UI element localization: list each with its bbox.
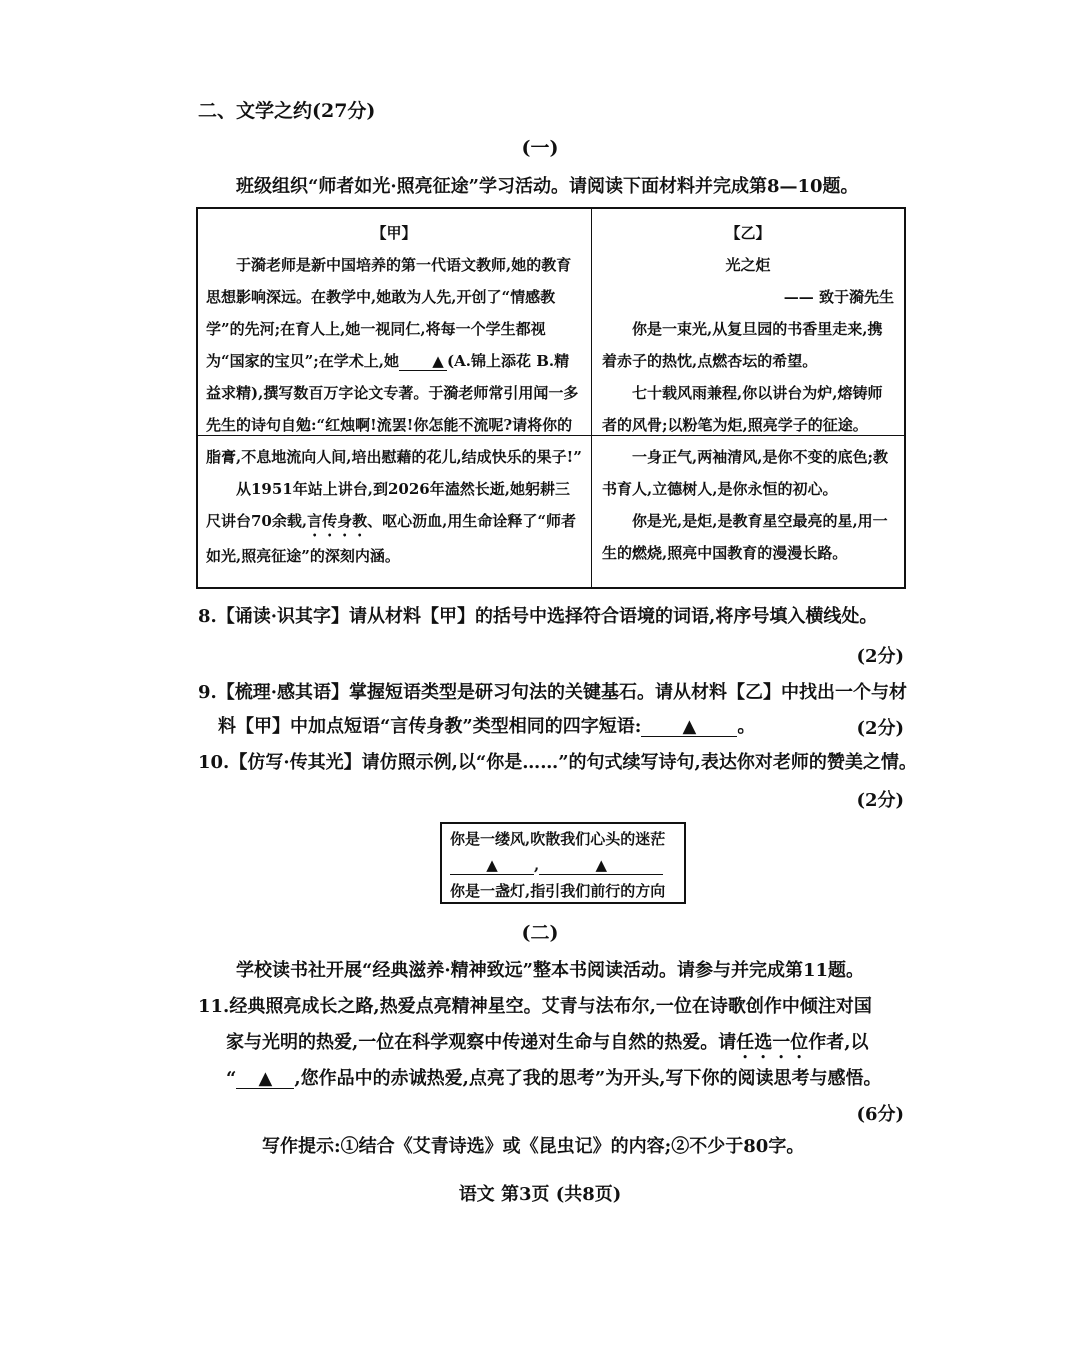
table-divider-vertical [591, 209, 592, 587]
question-11-dotted-phrase: 任选一位 [736, 1032, 809, 1053]
question-9-text: 料【甲】中加点短语“言传身教”类型相同的四字短语: [218, 716, 642, 737]
question-11-line-1: 11.经典照亮成长之路,热爱点亮精神星空。艾青与法布尔,一位在诗歌创作中倾注对国 [198, 996, 872, 1017]
question-9-score: (2分) [856, 718, 904, 739]
material-a-text-after-blank: (A.锦上添花 B.精益求精),撰写数百万字论文专著。于漪老师常引用闻一多先生的诗句自勉:“红烛啊!流罢!你怎能不流呢?请将你的脂膏,不息地流向人间,培出慰藉的花儿,结成快乐的果子!” [206, 352, 582, 466]
example-line-3: 你是一盏灯,指引我们前行的方向 [450, 882, 666, 900]
material-a [206, 217, 582, 572]
question-9-answer-blank[interactable]: ▲ [641, 718, 737, 737]
section-title: 二、文学之约(27分) [198, 100, 376, 122]
question-11-line-2 [226, 1026, 869, 1063]
question-9-line-2 [218, 710, 755, 744]
writing-hint: 写作提示:①结合《艾青诗选》或《昆虫记》的内容;②不少于80字。 [262, 1136, 805, 1157]
question-9-line-1: 9.【梳理·感其语】掌握短语类型是研习句法的关键基石。请从材料【乙】中找出一个与材 [198, 682, 908, 703]
question-11-score: (6分) [856, 1104, 904, 1125]
poem-stanza-4: 你是光,是炬,是教育星空最亮的星,用一生的燃烧,照亮中国教育的漫漫长路。 [602, 512, 888, 562]
material-a-blank: ▲ [399, 352, 447, 371]
materials-table [196, 207, 906, 589]
material-a-text-before-blank: 于漪老师是新中国培养的第一代语文教师,她的教育思想影响深远。在教学中,她敢为人先,开创了“情感教学”的先河;在育人上,她一视同仁,将每一个学生都视为“国家的宝贝”;在学术上,她 [206, 256, 572, 370]
poem-stanza-2: 七十载风雨兼程,你以讲台为炉,熔铸师者的风骨;以粉笔为炬,照亮学子的征途。 [602, 384, 883, 434]
question-11-answer-blank[interactable]: ▲ [236, 1070, 294, 1089]
material-b-label: 【乙】 [725, 224, 771, 242]
example-box [440, 822, 686, 904]
material-a-p2-after: 、呕心沥血,用生命诠释了“师者如光,照亮征途”的深刻内涵。 [206, 512, 576, 565]
page-footer: 语文 第3页 (共8页) [458, 1184, 622, 1205]
question-8: 8.【诵读·识其字】请从材料【甲】的括号中选择符合语境的词语,将序号填入横线处。 [198, 606, 878, 627]
poem-title: 光之炬 [725, 256, 771, 274]
material-a-paragraph-1 [206, 249, 582, 473]
part-one-intro: 班级组织“师者如光·照亮征途”学习活动。请阅读下面材料并完成第8—10题。 [236, 176, 859, 197]
example-blank-1[interactable]: ▲ [450, 856, 534, 875]
question-11-open-quote: “ [226, 1068, 237, 1089]
poem-stanza-3: 一身正气,两袖清风,是你不变的底色;教书育人,立德树人,是你永恒的初心。 [602, 448, 888, 498]
question-11-text-a: 家与光明的热爱,一位在科学观察中传递对生命与自然的热爱。请 [226, 1032, 737, 1053]
material-a-p2-before: 从1951年站上讲台,到2026年溘然长逝,她躬耕三尺讲台70余载, [206, 480, 570, 530]
part-two-title: (二) [521, 922, 559, 944]
example-comma: , [534, 856, 540, 874]
material-b [602, 217, 894, 569]
question-10-score: (2分) [856, 790, 904, 811]
material-a-dotted-phrase: 言传身教 [307, 512, 368, 530]
question-11-text-c: ,您作品中的赤诚热爱,点亮了我的思考”为开头,写下你的阅读思考与感悟。 [294, 1068, 882, 1089]
question-11-line-3 [226, 1062, 882, 1096]
example-line-2 [450, 852, 676, 878]
material-a-label: 【甲】 [371, 224, 417, 242]
material-a-paragraph-2 [206, 473, 582, 572]
example-line-1: 你是一缕风,吹散我们心头的迷茫 [450, 830, 666, 848]
question-8-score: (2分) [856, 646, 904, 667]
question-11-text-b: 作者,以 [808, 1032, 869, 1053]
question-10: 10.【仿写·传其光】请仿照示例,以“你是……”的句式续写诗句,表达你对老师的赞美之情。 [198, 752, 917, 773]
example-blank-2[interactable]: ▲ [539, 856, 663, 875]
part-two-intro: 学校读书社开展“经典滋养·精神致远”整本书阅读活动。请参与并完成第11题。 [236, 960, 865, 981]
poem-dedication: —— 致于漪先生 [783, 288, 894, 306]
question-9-end: 。 [737, 716, 756, 737]
poem-stanza-1: 你是一束光,从复旦园的书香里走来,携着赤子的热忱,点燃杏坛的希望。 [602, 320, 883, 370]
part-one-title: (一) [521, 137, 559, 159]
